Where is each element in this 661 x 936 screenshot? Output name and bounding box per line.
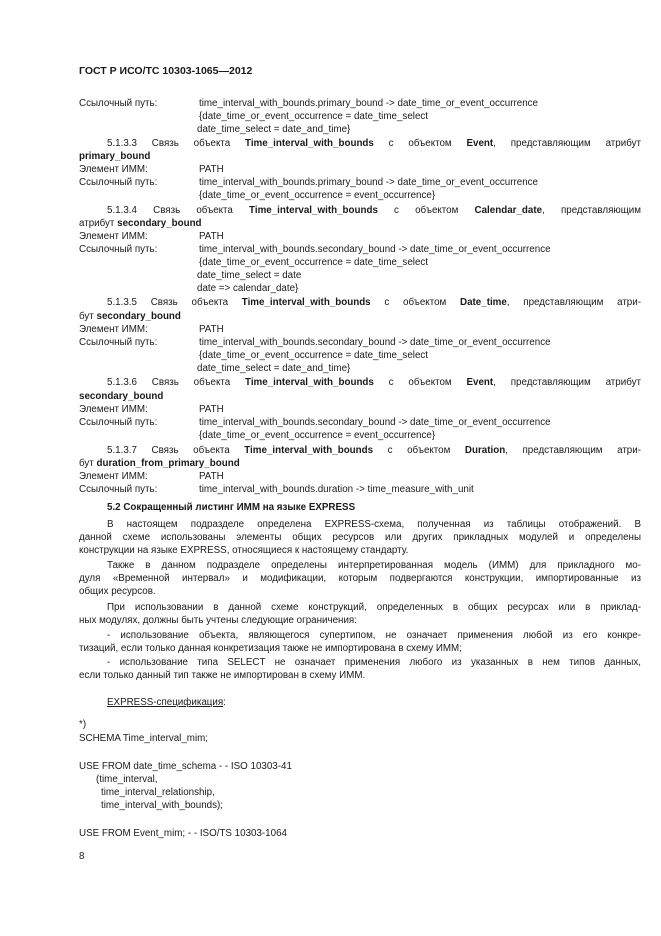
ref-path-value: time_interval_with_bounds.duration -> time_measure_with_unit: [199, 484, 474, 495]
page-number: 8: [79, 851, 85, 862]
paragraph-line: При использовании в данной схеме конструкций, определенных в общих ресурсах или в приклад-: [107, 602, 641, 613]
ref-path-label: Ссылочный путь:: [79, 98, 158, 109]
ref-path-value: {date_time_or_event_occurrence = event_occurrence}: [199, 190, 436, 201]
mim-element-value: PATH: [199, 404, 224, 415]
clause-5-1-3-6: 5.1.3.6 Связь объекта Time_interval_with_bounds с объектом Event, представляющим атрибут: [107, 377, 641, 388]
code-line: USE FROM date_time_schema - - ISO 10303-41: [79, 761, 292, 772]
paragraph-line: дуля «Временной интервал» и модификации, которым подвергаются конструкции, импортированные из: [79, 573, 641, 584]
ref-path-label: Ссылочный путь:: [79, 417, 158, 428]
clause-5-1-3-3: 5.1.3.3 Связь объекта Time_interval_with_bounds с объектом Event, представляющим атрибут: [107, 138, 641, 149]
ref-path-label: Ссылочный путь:: [79, 337, 158, 348]
ref-path-value: time_interval_with_bounds.primary_bound -> date_time_or_event_occurrence: [199, 177, 539, 188]
mim-element-value: PATH: [199, 164, 224, 175]
mim-element-label: Элемент ИММ:: [79, 404, 148, 415]
code-line: *): [79, 719, 87, 730]
ref-path-value: date => calendar_date}: [197, 283, 299, 294]
paragraph-line: В настоящем подразделе определена EXPRESS-схема, полученная из таблицы отображений. В: [107, 519, 641, 530]
code-line: (time_interval,: [96, 774, 158, 785]
section-heading-5-2: 5.2 Сокращенный листинг ИММ на языке EXPRESS: [107, 502, 356, 513]
paragraph-line: тизаций, если только данная конкретизация также не импортирована в схему ИММ;: [79, 643, 462, 654]
ref-path-value: {date_time_or_event_occurrence = date_time_select: [199, 257, 429, 268]
code-line: SCHEMA Time_interval_mim;: [79, 733, 209, 744]
express-spec-heading: EXPRESS-спецификация:: [107, 697, 226, 708]
ref-path-value: time_interval_with_bounds.secondary_bound -> date_time_or_event_occurrence: [199, 337, 551, 348]
code-line: time_interval_with_bounds);: [101, 800, 223, 811]
paragraph-line: - использование объекта, являющегося супертипом, не означает применения любой из его конкре-: [107, 630, 641, 641]
mim-element-value: PATH: [199, 324, 224, 335]
ref-path-value: time_interval_with_bounds.primary_bound -> date_time_or_event_occurrence: [199, 98, 539, 109]
ref-path-value: time_interval_with_bounds.secondary_bound -> date_time_or_event_occurrence: [199, 244, 551, 255]
ref-path-value: date_time_select = date_and_time}: [197, 124, 351, 135]
paragraph-line: если только данный тип также не импортирован в схему ИММ.: [79, 670, 366, 681]
paragraph-line: конструкции на языке EXPRESS, относящиеся к настоящему стандарту.: [79, 545, 409, 556]
attribute-name: бут duration_from_primary_bound: [79, 458, 240, 469]
attribute-name: атрибут secondary_bound: [79, 218, 202, 229]
ref-path-value: date_time_select = date: [197, 270, 302, 281]
paragraph-line: ных модулях, должны быть учтены следующие ограничения:: [79, 615, 357, 626]
code-line: time_interval_relationship,: [101, 787, 215, 798]
ref-path-value: {date_time_or_event_occurrence = date_time_select: [199, 350, 429, 361]
mim-element-label: Элемент ИММ:: [79, 164, 148, 175]
ref-path-value: date_time_select = date_and_time}: [197, 363, 351, 374]
mim-element-value: PATH: [199, 471, 224, 482]
mim-element-label: Элемент ИММ:: [79, 324, 148, 335]
document-header: ГОСТ Р ИСО/ТС 10303-1065—2012: [79, 65, 253, 77]
ref-path-label: Ссылочный путь:: [79, 177, 158, 188]
mim-element-label: Элемент ИММ:: [79, 471, 148, 482]
ref-path-label: Ссылочный путь:: [79, 484, 158, 495]
clause-5-1-3-5: 5.1.3.5 Связь объекта Time_interval_with_bounds с объектом Date_time, представляющим атри-: [107, 297, 641, 308]
ref-path-label: Ссылочный путь:: [79, 244, 158, 255]
attribute-name: primary_bound: [79, 151, 151, 162]
mim-element-label: Элемент ИММ:: [79, 231, 148, 242]
paragraph-line: данной схеме использованы элементы общих ресурсов или других прикладных модулей и определены: [79, 532, 641, 543]
clause-5-1-3-7: 5.1.3.7 Связь объекта Time_interval_with_bounds с объектом Duration, представляющим атри-: [107, 445, 641, 456]
paragraph-line: Также в данном подразделе определены интерпретированная модель (ИММ) для прикладного мо-: [107, 560, 641, 571]
ref-path-value: {date_time_or_event_occurrence = date_time_select: [199, 111, 429, 122]
attribute-name: бут secondary_bound: [79, 311, 181, 322]
clause-5-1-3-4: 5.1.3.4 Связь объекта Time_interval_with_bounds с объектом Calendar_date, представляющим: [107, 205, 641, 216]
mim-element-value: PATH: [199, 231, 224, 242]
paragraph-line: общих ресурсов.: [79, 586, 156, 597]
ref-path-value: {date_time_or_event_occurrence = event_occurrence}: [199, 430, 436, 441]
ref-path-value: time_interval_with_bounds.secondary_bound -> date_time_or_event_occurrence: [199, 417, 551, 428]
code-line: USE FROM Event_mim; - - ISO/TS 10303-1064: [79, 828, 287, 839]
paragraph-line: - использование типа SELECT не означает применения любого из указанных в нем типов данных,: [107, 657, 641, 668]
attribute-name: secondary_bound: [79, 391, 164, 402]
